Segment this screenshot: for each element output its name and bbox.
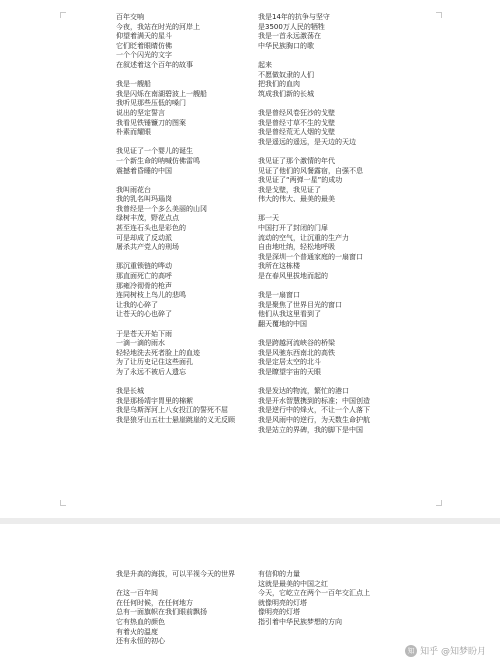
poem-line: 我见证了“两弹一星”的成功 — [258, 176, 343, 185]
poem-line: 我是长城 — [116, 387, 144, 396]
stanza-gap — [258, 51, 406, 61]
poem-line: 可是却成了反动派 — [116, 233, 172, 242]
stanza — [116, 589, 248, 647]
poem-line: 那一天 — [258, 214, 279, 223]
poem-line: 我是一扇窗口 — [258, 291, 300, 300]
stanza-gap — [116, 378, 248, 388]
poem-line: 它们眨着眼睛仿佛 — [116, 41, 172, 50]
poem-line: 是3500万人民的牺牲 — [258, 22, 325, 31]
poem-line: 我是遥远的遥远，是天边的天边 — [258, 137, 356, 146]
poem-column-right — [258, 13, 406, 435]
poem-line: 我是曾经寸草不生的戈壁 — [258, 118, 335, 127]
poem-line: 我是14年的抗争与坚守 — [258, 13, 330, 21]
stanza-gap — [116, 138, 248, 148]
poem-line: 今夜，我站在时光的河岸上 — [116, 22, 200, 31]
watermark — [405, 644, 486, 657]
poem-line: 我是曾经荒无人烟的戈壁 — [258, 128, 335, 137]
poem-line: 我是聚焦了世界目光的窗口 — [258, 300, 342, 309]
poem-line: 我是跨越河流峡谷的桥梁 — [258, 339, 335, 348]
poem-line: 甚至连石头也是彩色的 — [116, 224, 186, 233]
poem-line: 我是曾经风卷狂沙的戈壁 — [258, 108, 335, 117]
stanza — [258, 339, 406, 377]
poem-column-left — [116, 570, 248, 647]
stanza — [258, 13, 406, 51]
poem-line: 于是苍天开始下雨 — [116, 329, 172, 338]
stanza — [116, 262, 248, 320]
stanza — [258, 109, 406, 147]
poem-line: 我是乌斯浑河上八女投江的誓死不屈 — [116, 406, 228, 415]
poem-line: 我见证了那个激情的年代 — [258, 156, 335, 165]
poem-line: 在这一百年间 — [116, 589, 158, 598]
poem-line: 我是升高的海拔，可以平视今天的世界 — [116, 570, 235, 578]
stanza — [258, 157, 406, 205]
poem-line: 一个个闪光的文字 — [116, 51, 172, 60]
poem-line: 我是定居太空的北斗 — [258, 358, 321, 367]
poem-line: 让苍天的心也碎了 — [116, 310, 172, 319]
poem-line: 震撼着昏睡的中国 — [116, 166, 172, 175]
poem-line: 为了永远不被后人遗忘 — [116, 367, 186, 376]
stanza — [258, 570, 406, 628]
poem-line: 我看见铁锤镰刀的图案 — [116, 118, 186, 127]
poem-line: 我是瞭望宇宙的天眼 — [258, 367, 321, 376]
stanza-gap — [116, 580, 248, 590]
poem-line: 他们从我这里看到了 — [258, 310, 321, 319]
stanza-gap — [258, 330, 406, 340]
poem-line: 我是闪烁在南湖碧波上一艘船 — [116, 89, 207, 98]
poem-line: 今天，它屹立在两个一百年交汇点上 — [258, 589, 370, 598]
stanza — [116, 570, 248, 580]
poem-line: 有信仰的力量 — [258, 570, 300, 578]
stanza — [116, 13, 248, 71]
poem-line: 中华民族胸口的歌 — [258, 41, 314, 50]
poem-line: 我见证了一个婴儿的诞生 — [116, 147, 193, 156]
stanza-gap — [258, 282, 406, 292]
poem-line: 绿树丰茂，野花点点 — [116, 214, 179, 223]
poem-line: 我所在这栋楼 — [258, 262, 300, 271]
poem-line: 我叫雨花台 — [116, 185, 151, 194]
poem-line: 为了让历史记住这些面孔 — [116, 358, 193, 367]
poem-line: 起来 — [258, 60, 272, 69]
poem-line: 中国打开了封闭的门扉 — [258, 224, 328, 233]
poem-line: 我是开水智慧携到的标准；中国创造 — [258, 396, 370, 405]
poem-line: 说出的坚定誓言 — [116, 108, 165, 117]
poem-line: 我是风雨中的逆行，为天数生命护航 — [258, 415, 370, 424]
poem-line: 还有永恒的初心 — [116, 637, 165, 646]
watermark-text: 知乎 @知梦盼月 — [420, 647, 486, 657]
poem-line: 在任何时候，在任何地方 — [116, 598, 193, 607]
zhihu-logo-icon: 知 — [405, 645, 417, 657]
poem-line: 我是深圳一个普通家庭的一扇窗口 — [258, 252, 363, 261]
poem-line: 我是狼牙山五壮士悬崖跳崖的义无反顾 — [116, 415, 235, 424]
poem-line: 是在春风里拔地而起的 — [258, 272, 328, 281]
poem-line: 筑成我们新的长城 — [258, 89, 314, 98]
poem-line: 指引着中华民族梦想的方向 — [258, 617, 342, 626]
poem-line: 仰望着满天的星斗 — [116, 32, 172, 41]
poem-line: 我的乳名叫玛瑙岗 — [116, 195, 172, 204]
poem-line: 那沉重锁链的哗动 — [116, 262, 172, 271]
poem-line: 屠杀共产党人的刑场 — [116, 243, 179, 252]
stanza-gap — [116, 253, 248, 263]
poem-line: 一滴一滴的雨水 — [116, 339, 165, 348]
poem-line: 我是风驰东西南北的高铁 — [258, 348, 335, 357]
page-corner-mark — [436, 12, 442, 18]
page-corner-mark — [436, 500, 442, 506]
stanza — [116, 80, 248, 138]
poem-line: 我是一艘船 — [116, 80, 151, 89]
poem-line: 把我们的血肉 — [258, 80, 300, 89]
stanza-gap — [258, 205, 406, 215]
poem-line: 百年交响 — [116, 13, 144, 21]
stanza-gap — [258, 378, 406, 388]
poem-line: 就像明亮的灯塔 — [258, 598, 307, 607]
poem-line: 朴素而耀眼 — [116, 128, 151, 137]
stanza — [116, 387, 248, 425]
poem-line: 自由地吐纳，轻松地呼吸 — [258, 243, 335, 252]
stanza-gap — [258, 99, 406, 109]
poem-line: 一个新生命的呐喊仿佛雷鸣 — [116, 156, 200, 165]
document-page-2 — [0, 524, 500, 667]
poem-line: 轻轻地洗去死者脸上的血迹 — [116, 348, 200, 357]
poem-line: 翻天覆地的中国 — [258, 320, 307, 328]
page-corner-mark — [60, 500, 66, 506]
poem-line: 连同树枝上鸟儿的悲鸣 — [116, 291, 186, 300]
poem-line: 我听见那些压低的嗓门 — [116, 99, 186, 108]
stanza-gap — [116, 320, 248, 330]
stanza — [258, 387, 406, 435]
poem-line: 让我的心碎了 — [116, 300, 158, 309]
poem-line: 见证了他们的风餐露宿，自强不息 — [258, 166, 363, 175]
poem-line: 这就是最美的中国之红 — [258, 579, 328, 588]
stanza-gap — [116, 71, 248, 81]
stanza — [116, 186, 248, 253]
poem-line: 我是站立的界碑，我的脚下是中国 — [258, 425, 363, 434]
poem-line: 我是戈壁，我见证了 — [258, 185, 321, 194]
poem-line: 那直面死亡的高呼 — [116, 272, 172, 281]
poem-line: 我曾经是一个多么美丽的山冈 — [116, 204, 207, 213]
poem-line: 那雍冷彻骨的枪声 — [116, 281, 172, 290]
stanza — [258, 291, 406, 329]
poem-line: 我是一首永远激荡在 — [258, 32, 321, 41]
stanza-gap — [258, 147, 406, 157]
stanza — [116, 147, 248, 176]
poem-line: 流动的空气，让沉重的生产力 — [258, 233, 349, 242]
poem-line: 伟大的伟大、最美的最美 — [258, 195, 335, 204]
stanza — [258, 61, 406, 99]
poem-line: 总有一面旗帜在我们眼前飘扬 — [116, 608, 207, 617]
poem-line: 像明亮的灯塔 — [258, 608, 300, 617]
page-corner-mark — [60, 12, 66, 18]
poem-line: 我是那杨靖宇胃里的棉絮 — [116, 396, 193, 405]
poem-line: 在叙述着这个百年的故事 — [116, 60, 193, 69]
poem-line: 不愿做奴隶的人们 — [258, 70, 314, 79]
poem-column-right — [258, 570, 406, 628]
poem-line: 它有热血的颜色 — [116, 617, 165, 626]
stanza — [258, 214, 406, 281]
stanza — [116, 330, 248, 378]
poem-line: 我是逆行中的烽火，不让一个人落下 — [258, 406, 370, 415]
poem-line: 我是发达的物流，繁忙的港口 — [258, 387, 349, 396]
stanza-gap — [116, 176, 248, 186]
poem-column-left — [116, 13, 248, 426]
poem-line: 有着火的温度 — [116, 627, 158, 636]
